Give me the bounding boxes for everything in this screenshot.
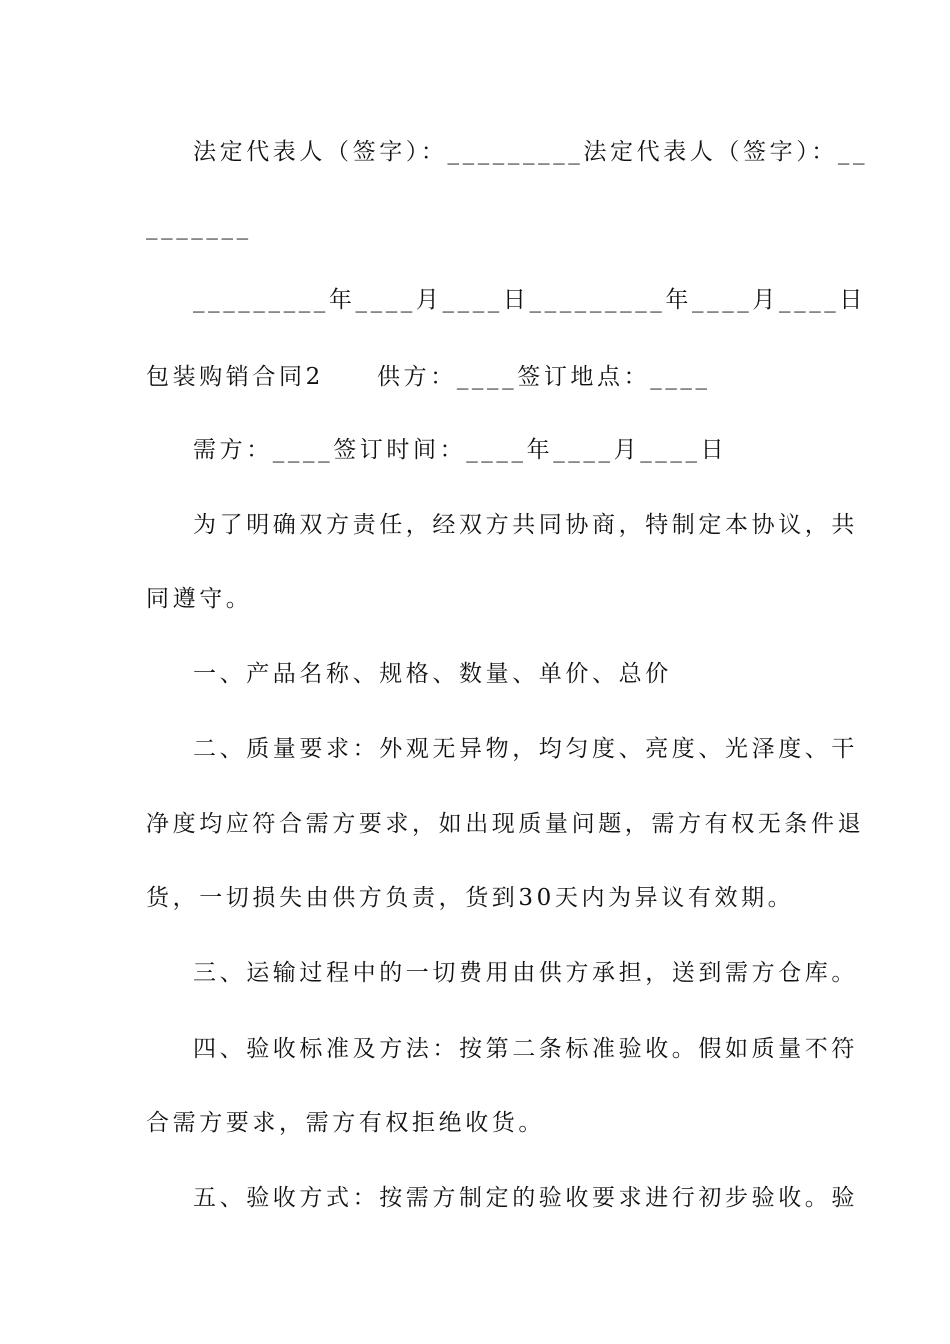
contract-title-supplier-line: 包装购销合同2 供方：____签订地点：____	[146, 364, 711, 390]
clause-5: 五、验收方式：按需方制定的验收要求进行初步验收。验	[193, 1185, 858, 1211]
clause-4-continued: 合需方要求，需方有权拒绝收货。	[146, 1110, 545, 1136]
paragraph-intro: 为了明确双方责任，经双方共同协商，特制定本协议，共	[193, 512, 858, 538]
date-line: _________年____月____日_________年____月____日	[193, 287, 866, 313]
signature-line: 法定代表人（签字）：_________法定代表人（签字）：__	[193, 139, 869, 165]
clause-4: 四、验收标准及方法：按第二条标准验收。假如质量不符	[193, 1036, 858, 1062]
clause-2-continued: 净度均应符合需方要求，如出现质量问题，需方有权无条件退	[146, 811, 865, 837]
paragraph-intro-continued: 同遵守。	[146, 586, 253, 612]
signature-line-continued: _______	[146, 214, 252, 240]
clause-2: 二、质量要求：外观无异物，均匀度、亮度、光泽度、干	[193, 736, 858, 762]
clause-2-continued: 货，一切损失由供方负责，货到30天内为异议有效期。	[146, 885, 795, 911]
clause-1: 一、产品名称、规格、数量、单价、总价	[193, 661, 672, 687]
buyer-date-line: 需方：____签订时间：____年____月____日	[193, 437, 728, 463]
clause-3: 三、运输过程中的一切费用由供方承担，送到需方仓库。	[193, 960, 858, 986]
